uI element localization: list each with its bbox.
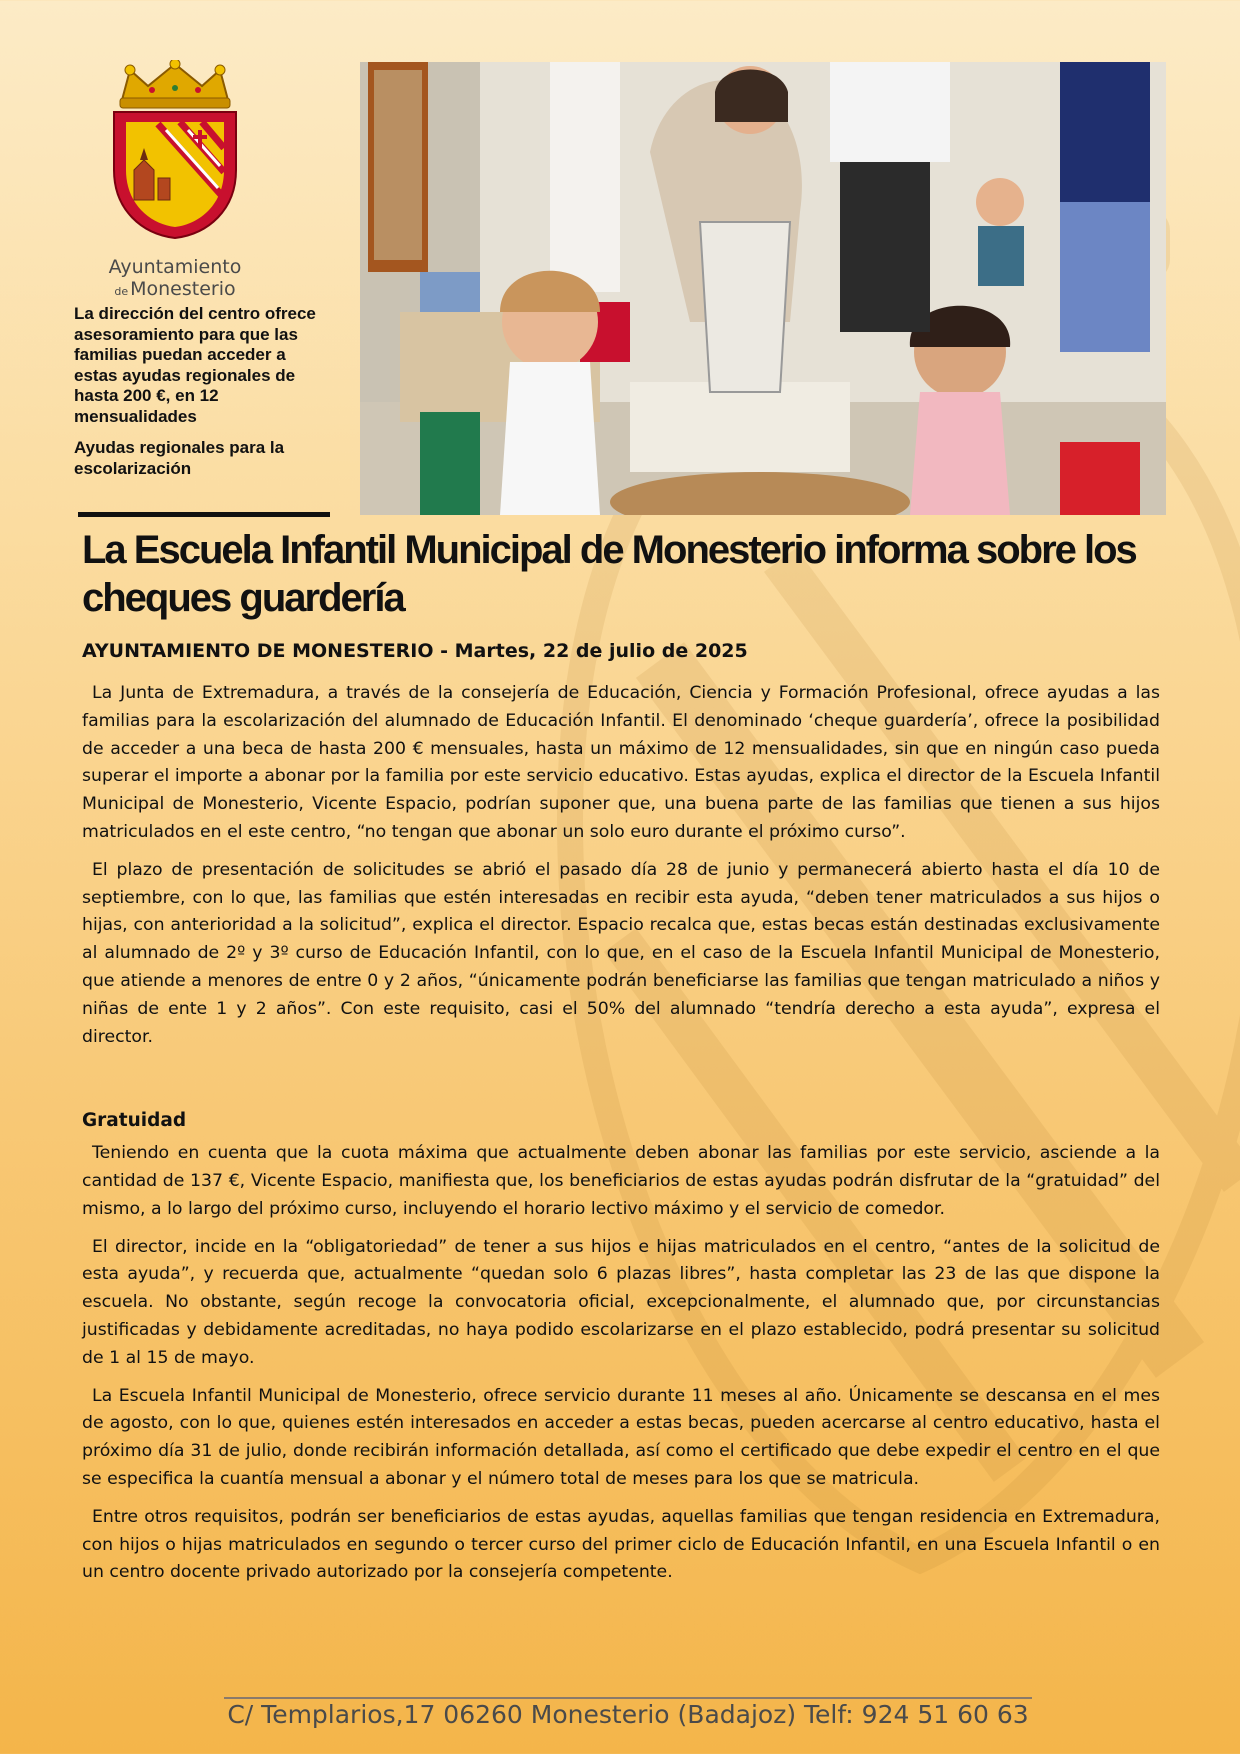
article-paragraph: El plazo de presentación de solicitudes se abrió el pasado día 28 de junio y permanecerá abierto hasta el día 10 de septiembre, con lo que, las familias que estén interesadas en recibir esta ayuda, “deben tener matriculados a sus hijos o hijas, con anterioridad a la solicitud”, explica el director. Espacio recalca que, estas becas están destinadas exclusivamente al alumnado de 2º y 3º curso de Educación Infantil, con lo que, en el caso de la Escuela Infantil Municipal de Monesterio, que atiende a menores de entre 0 y 2 años, “únicamente podrán beneficiarse las familias que tengan matriculado a niños y niñas de ente 1 y 2 años”. Con este requisito, casi el 50% del alumnado “tendría derecho a esta ayuda”, expresa el director. bbox=[82, 859, 1160, 1047]
article-paragraph: Entre otros requisitos, podrán ser beneficiarios de estas ayudas, aquellas familias que tengan residencia en Extremadura, con hijos o hijas matriculados en segundo o tercer curso del primer ciclo de Educación Infantil, en una Escuela Infantil o en un centro docente privado autorizado por la consejería competente. bbox=[82, 1506, 1160, 1583]
wordmark-de: de bbox=[114, 285, 129, 298]
footer-divider bbox=[224, 1697, 1032, 1699]
article-headline: La Escuela Infantil Municipal de Monesterio informa sobre los cheques guardería bbox=[82, 528, 1136, 620]
section-heading: Gratuidad bbox=[82, 1110, 187, 1132]
footer-address: C/ Templarios,17 06260 Monesterio (Badajoz) Telf: 924 51 60 63 bbox=[227, 1700, 1029, 1729]
article-paragraph: Teniendo en cuenta que la cuota máxima que actualmente deben abonar las familias por este servicio, asciende a la cantidad de 137 €, Vicente Espacio, manifiesta que, los beneficiarios de estas ayudas podrán disfrutar de la “gratuidad” del mismo, a lo largo del próximo curso, incluyendo el horario lectivo máximo y el servicio de comedor. bbox=[82, 1143, 1160, 1219]
classroom-photo bbox=[360, 62, 1166, 515]
wordmark-line-2: Monesterio bbox=[130, 278, 236, 300]
municipal-crest-logo bbox=[100, 60, 250, 240]
article-paragraph: La Junta de Extremadura, a través de la consejería de Educación, Ciencia y Formación Profesional, ofrece ayudas a las familias para la escolarización del alumnado de Educación Infantil. El denominado ‘cheque guardería’, ofrece la posibilidad de acceder a una beca de hasta 200 € mensuales, hasta un máximo de 12 mensualidades, sin que en ningún caso pueda superar el importe a abonar por la familia por este servicio educativo. Estas ayudas, explica el director de la Escuela Infantil Municipal de Monesterio, Vicente Espacio, podrían suponer que, una buena parte de las familias que tienen a sus hijos matriculados en el este centro, “no tengan que abonar un solo euro durante el próximo curso”. bbox=[82, 683, 1160, 842]
article-body bbox=[82, 680, 1160, 1597]
municipality-wordmark bbox=[80, 256, 270, 303]
article-byline: AYUNTAMIENTO DE MONESTERIO - Martes, 22 de julio de 2025 bbox=[82, 640, 748, 662]
wordmark-line-1: Ayuntamiento bbox=[108, 256, 242, 278]
article-paragraph: La Escuela Infantil Municipal de Monesterio, ofrece servicio durante 11 meses al año. Únicamente se descansa en el mes de agosto, con lo que, quienes estén interesados en acceder a estas becas, pueden acercarse al centro educativo, hasta el próximo día 31 de julio, donde recibirán información detallada, así como el certificado que debe expedir el centro en el que se especifica la cuantía mensual a abonar y el número total de meses para los que se matricula. bbox=[82, 1385, 1160, 1489]
article-paragraph: El director, incide en la “obligatoriedad” de tener a sus hijos e hijas matriculados en el centro, “antes de la solicitud de esta ayuda”, y recuerda que, actualmente “quedan solo 6 plazas libres”, hasta completar las 23 de las que dispone la escuela. No obstante, según recoge la convocatoria oficial, excepcionalmente, el alumnado que, por circunstancias justificadas y debidamente acreditadas, no haya podido escolarizarse en el plazo establecido, podrá presentar su solicitud de 1 al 15 de mayo. bbox=[82, 1236, 1160, 1368]
sidebar-summary: La dirección del centro ofrece asesoramiento para que las familias puedan acceder a estas ayudas regionales de hasta 200 €, en 12 mensualidades bbox=[74, 304, 316, 426]
sidebar-subtitle: Ayudas regionales para la escolarización bbox=[74, 438, 285, 478]
sidebar-divider bbox=[78, 512, 330, 517]
